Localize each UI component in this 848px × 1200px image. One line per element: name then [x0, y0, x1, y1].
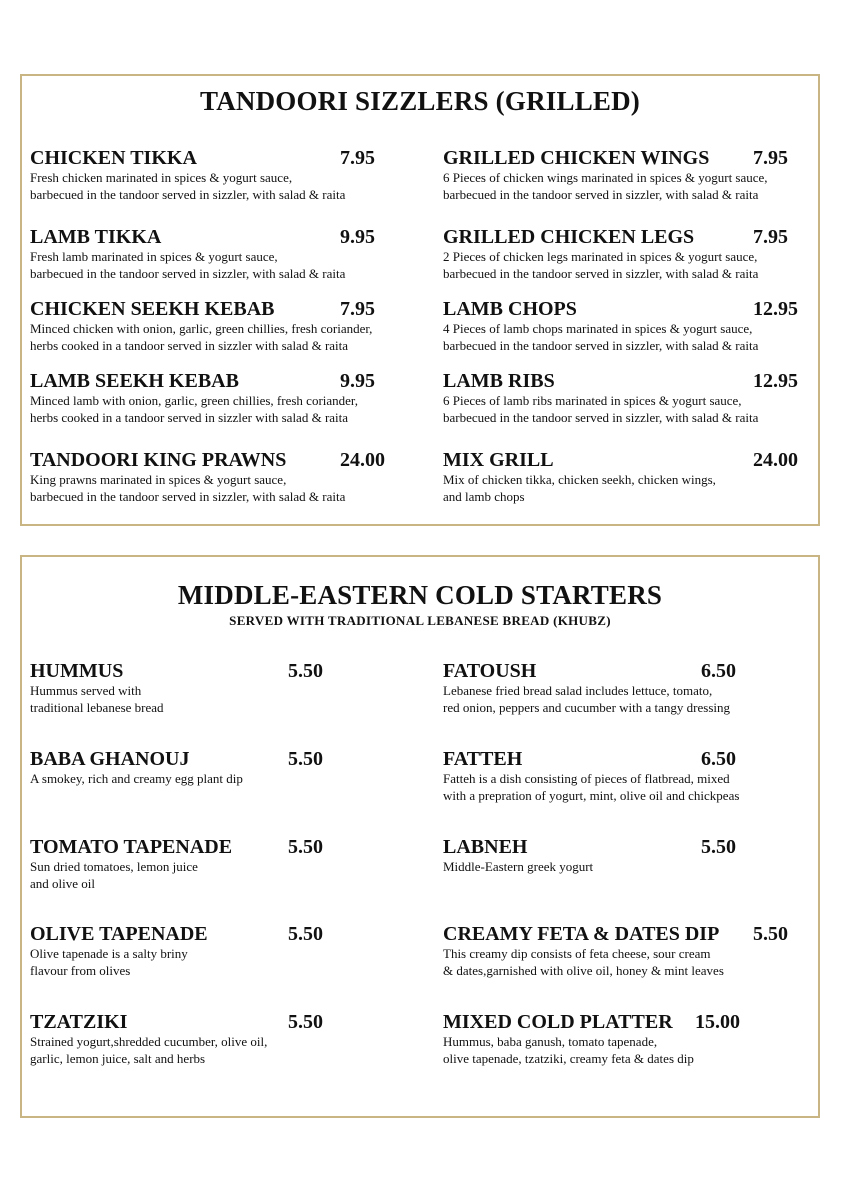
item-description: 6 Pieces of lamb ribs marinated in spices & yogurt sauce, barbecued in the tandoor served in sizzler, with salad & raita: [443, 393, 759, 425]
item-description: Middle-Eastern greek yogurt: [443, 859, 594, 874]
menu-item: [30, 836, 392, 892]
item-name: GRILLED CHICKEN LEGS: [443, 226, 695, 248]
item-price: 7.95: [340, 147, 375, 169]
item-name: LAMB RIBS: [443, 370, 555, 392]
item-name: CHICKEN TIKKA: [30, 147, 197, 169]
menu-item: [443, 226, 805, 282]
tandoori-sizzlers-section: [20, 74, 820, 526]
menu-item: [443, 923, 805, 979]
section-subtitle: SERVED WITH TRADITIONAL LEBANESE BREAD (KHUBZ): [229, 613, 611, 628]
item-price: 5.50: [753, 923, 788, 945]
menu-item: [30, 147, 392, 203]
item-price: 7.95: [753, 147, 788, 169]
item-name: TZATZIKI: [30, 1011, 128, 1033]
item-name: LAMB TIKKA: [30, 226, 162, 248]
menu-item: [30, 449, 392, 505]
item-price: 12.95: [753, 298, 798, 320]
item-name: LABNEH: [443, 836, 528, 858]
item-price: 15.00: [695, 1011, 740, 1033]
item-name: MIX GRILL: [443, 449, 554, 471]
menu-item: [443, 660, 805, 716]
item-name: LAMB CHOPS: [443, 298, 577, 320]
section-title: MIDDLE-EASTERN COLD STARTERS: [177, 580, 663, 610]
item-description: 6 Pieces of chicken wings marinated in spices & yogurt sauce, barbecued in the tandoor served in sizzler, with salad & raita: [443, 170, 768, 202]
item-description: Strained yogurt,shredded cucumber, olive oil, garlic, lemon juice, salt and herbs: [30, 1034, 268, 1066]
item-description: Minced chicken with onion, garlic, green chillies, fresh coriander, herbs cooked in a tandoor served in sizzler with salad & raita: [30, 321, 373, 353]
item-description: A smokey, rich and creamy egg plant dip: [30, 771, 243, 786]
item-price: 5.50: [288, 660, 323, 682]
menu-item: [30, 660, 392, 716]
item-description: 4 Pieces of lamb chops marinated in spices & yogurt sauce, barbecued in the tandoor served in sizzler, with salad & raita: [443, 321, 759, 353]
item-name: BABA GHANOUJ: [30, 748, 190, 770]
item-description: 2 Pieces of chicken legs marinated in spices & yogurt sauce, barbecued in the tandoor served in sizzler, with salad & raita: [443, 249, 759, 281]
item-description: Lebanese fried bread salad includes lettuce, tomato, red onion, peppers and cucumber with a tangy dressing: [443, 683, 731, 715]
item-name: HUMMUS: [30, 660, 124, 682]
menu-item: [443, 147, 805, 203]
item-description: Minced lamb with onion, garlic, green chillies, fresh coriander, herbs cooked in a tandoor served in sizzler with salad & raita: [30, 393, 358, 425]
menu-item: [30, 748, 392, 788]
item-price: 9.95: [340, 370, 375, 392]
item-price: 12.95: [753, 370, 798, 392]
item-description: Hummus served with traditional lebanese bread: [30, 683, 164, 715]
item-name: MIXED COLD PLATTER: [443, 1011, 673, 1033]
menu-item: [443, 449, 805, 505]
menu-item: [30, 923, 392, 979]
item-name: FATTEH: [443, 748, 523, 770]
item-price: 5.50: [288, 836, 323, 858]
section-title: TANDOORI SIZZLERS (GRILLED): [200, 86, 640, 116]
item-price: 24.00: [753, 449, 798, 471]
item-name: TANDOORI KING PRAWNS: [30, 449, 287, 471]
item-price: 6.50: [701, 748, 736, 770]
item-description: This creamy dip consists of feta cheese, sour cream & dates,garnished with olive oil, honey & mint leaves: [443, 946, 724, 978]
item-name: GRILLED CHICKEN WINGS: [443, 147, 710, 169]
item-price: 5.50: [288, 1011, 323, 1033]
item-description: Fatteh is a dish consisting of pieces of flatbread, mixed with a prepration of yogurt, mint, olive oil and chickpeas: [443, 771, 740, 803]
item-price: 9.95: [340, 226, 375, 248]
item-name: CREAMY FETA & DATES DIP: [443, 923, 720, 945]
item-description: Sun dried tomatoes, lemon juice and olive oil: [30, 859, 198, 891]
cold-starters-section: [20, 555, 820, 1118]
menu-item: [443, 370, 805, 426]
item-name: OLIVE TAPENADE: [30, 923, 208, 945]
item-price: 5.50: [288, 748, 323, 770]
item-name: LAMB SEEKH KEBAB: [30, 370, 239, 392]
item-price: 24.00: [340, 449, 385, 471]
item-price: 7.95: [753, 226, 788, 248]
item-name: TOMATO TAPENADE: [30, 836, 233, 858]
menu-item: [30, 370, 392, 426]
item-description: King prawns marinated in spices & yogurt sauce, barbecued in the tandoor served in sizzler, with salad & raita: [30, 472, 346, 504]
item-description: Fresh lamb marinated in spices & yogurt sauce, barbecued in the tandoor served in sizzler, with salad & raita: [30, 249, 346, 281]
item-description: Olive tapenade is a salty briny flavour from olives: [30, 946, 188, 978]
item-name: CHICKEN SEEKH KEBAB: [30, 298, 275, 320]
item-price: 5.50: [701, 836, 736, 858]
menu-item: [30, 298, 392, 354]
item-description: Hummus, baba ganush, tomato tapenade, olive tapenade, tzatziki, creamy feta & dates dip: [443, 1034, 694, 1066]
item-price: 6.50: [701, 660, 736, 682]
menu-item: [30, 1011, 392, 1067]
item-name: FATOUSH: [443, 660, 537, 682]
item-description: Mix of chicken tikka, chicken seekh, chicken wings, and lamb chops: [443, 472, 716, 504]
item-description: Fresh chicken marinated in spices & yogurt sauce, barbecued in the tandoor served in sizzler, with salad & raita: [30, 170, 346, 202]
menu-item: [443, 1011, 805, 1067]
item-price: 5.50: [288, 923, 323, 945]
menu-item: [443, 298, 805, 354]
item-price: 7.95: [340, 298, 375, 320]
menu-item: [443, 748, 805, 804]
menu-item: [443, 836, 805, 876]
menu-item: [30, 226, 392, 282]
